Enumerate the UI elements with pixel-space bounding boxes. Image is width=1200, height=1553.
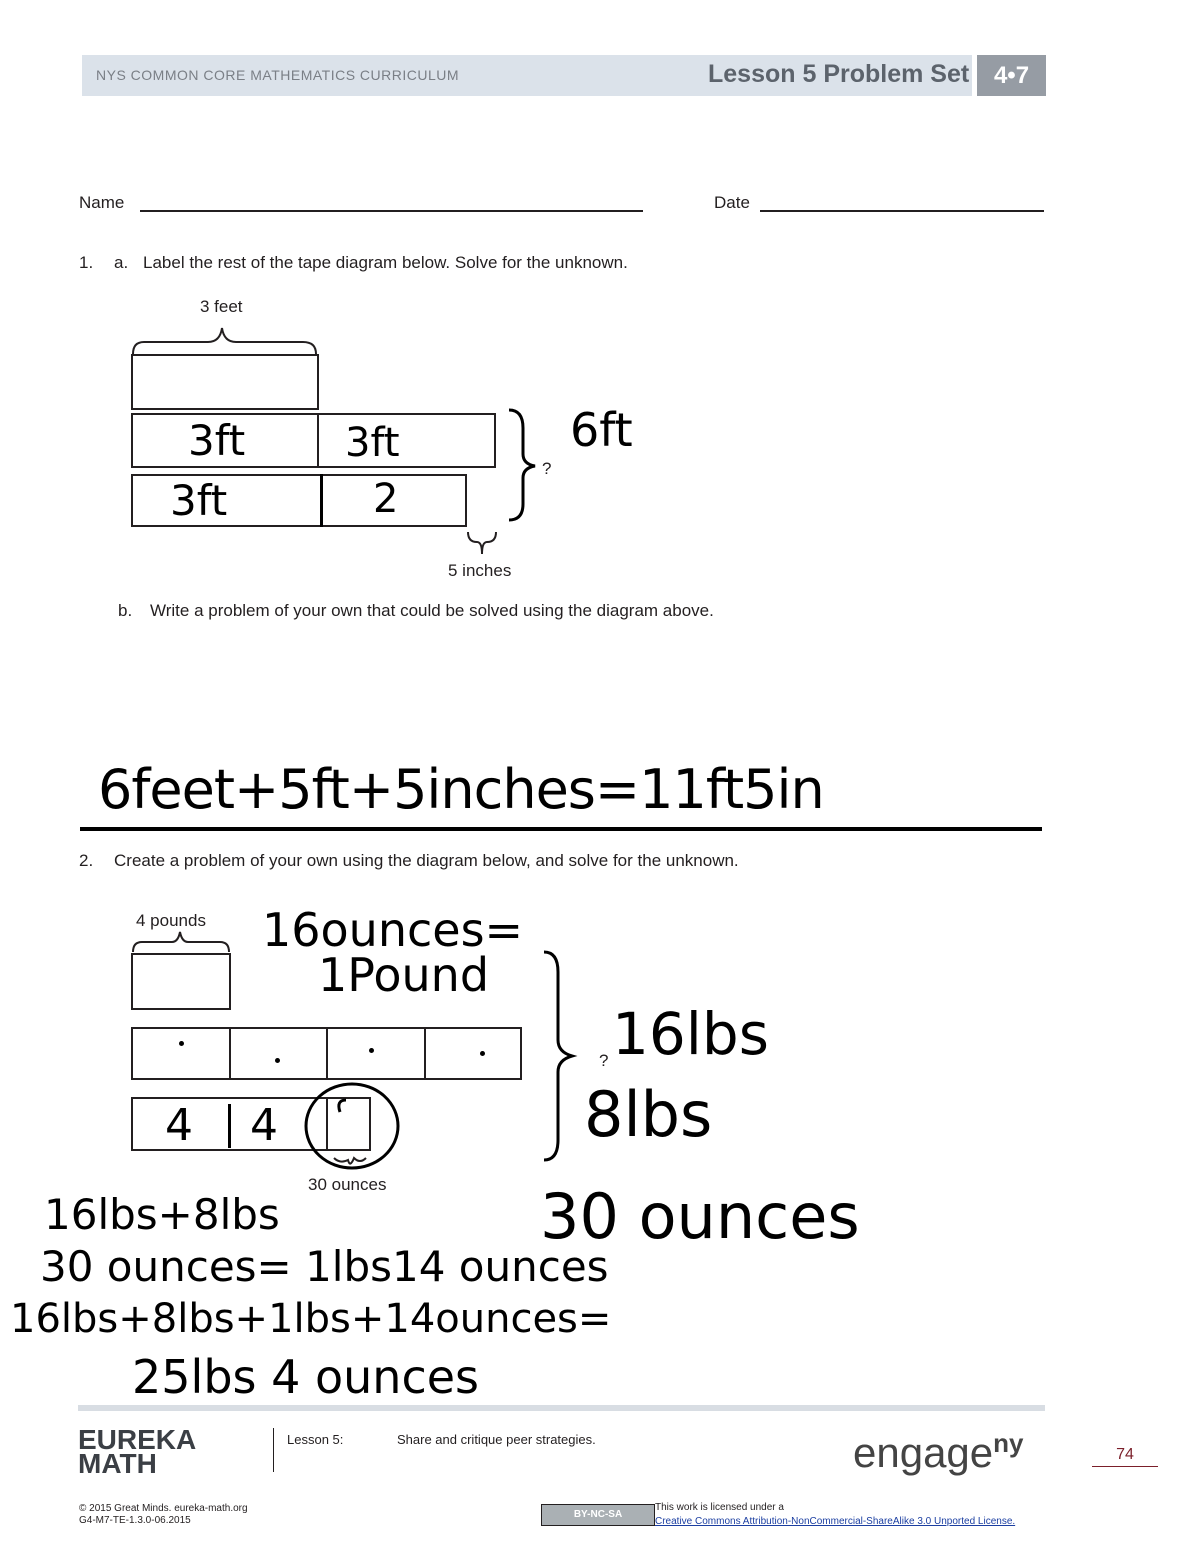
q2-hw-work-line-4: 25lbs 4 ounces [132,1350,479,1404]
name-label: Name [79,193,125,212]
q2-row1-divider [326,1027,328,1080]
q2-hw-right-1: 16lbs [612,1000,769,1068]
footer-rule [78,1405,1045,1411]
lesson-title: Lesson 5 Problem Set [708,60,970,88]
date-label: Date [714,193,750,212]
q2-right-brace [540,948,584,1168]
q2-hw-divider [228,1104,231,1148]
q1-row1-divider [317,413,319,468]
q1-top-brace [128,316,328,358]
module-badge: 4•7 [977,55,1046,96]
q1-hw-cell-1: 3ft [188,416,246,465]
q2-hw-work-line-2: 30 ounces= 1lbs14 ounces [40,1242,609,1291]
q2-row1-divider [424,1027,426,1080]
q1-row2-divider [320,474,323,527]
q2-hw-note-1: 16ounces= [262,903,524,957]
date-field[interactable] [760,210,1044,212]
q1-bottom-brace [465,528,499,558]
engage-sup: ny [993,1428,1024,1458]
q2-dot-mark [179,1041,184,1046]
name-field[interactable] [140,210,643,212]
q2-hw-cell-2: 4 [250,1100,278,1151]
q1b-prompt: Write a problem of your own that could be solved using the diagram above. [150,601,714,620]
q2-dot-mark [369,1048,374,1053]
eureka-math-logo [78,1424,197,1479]
page-number: 74 [1092,1446,1158,1467]
logo-line-1: EUREKA [78,1424,197,1455]
doc-code: G4-M7-TE-1.3.0-06.2015 [79,1515,191,1526]
q1-bottom-label: 5 inches [448,561,512,580]
q2-top-brace [128,928,236,956]
logo-line-2: MATH [78,1448,157,1479]
q1-hw-cell-4: 2 [373,476,399,522]
q2-hw-work-line-3: 16lbs+8lbs+1lbs+14ounces= [10,1296,612,1342]
q2-hw-cell-1: 4 [165,1100,193,1151]
q2-bottom-label: 30 ounces [308,1175,387,1194]
q1-right-brace [505,406,545,524]
q1b-letter: b. [118,601,133,620]
q1-answer-line [80,827,1042,831]
q1-hw-cell-3: 3ft [170,476,228,525]
cc-license-badge: BY-NC-SA [541,1504,655,1526]
copyright: © 2015 Great Minds. eureka-math.org [79,1503,248,1514]
q1-top-label: 3 feet [200,297,243,316]
license-link[interactable]: Creative Commons Attribution-NonCommercial-ShareAlike 3.0 Unported License. [655,1516,1016,1527]
q1-unit-box [131,354,319,410]
footer-lesson-desc: Share and critique peer strategies. [397,1432,596,1447]
q2-dot-mark [480,1051,485,1056]
q2-prompt: Create a problem of your own using the diagram below, and solve for the unknown. [114,851,739,870]
footer-separator [273,1428,274,1472]
q2-unit-box [131,953,231,1010]
q2-hw-right-3: 30 ounces [540,1180,860,1253]
q2-circled-cell [300,1080,406,1174]
engage-text: engage [853,1429,994,1476]
curriculum-title: NYS COMMON CORE MATHEMATICS CURRICULUM [96,67,460,83]
q1a-prompt: Label the rest of the tape diagram below. Solve for the unknown. [143,253,628,272]
q1-hw-cell-2: 3ft [345,420,400,466]
license-text: This work is licensed under a [655,1502,784,1513]
q2-hw-right-2: 8lbs [584,1078,713,1151]
q1-hw-answer: 6feet+5ft+5inches=11ft5in [98,758,824,821]
q2-dot-mark [275,1058,280,1063]
q2-unknown-mark: ? [599,1051,609,1070]
q2-hw-work-line-1: 16lbs+8lbs [44,1190,280,1239]
footer-lesson-label: Lesson 5: [287,1432,344,1447]
q1-tape-row-1 [131,413,496,468]
engageny-logo [853,1428,1024,1477]
q2-row1-divider [229,1027,231,1080]
q2-hw-note-2: 1Pound [318,948,490,1002]
q2-number: 2. [79,851,94,870]
q2-top-label: 4 pounds [136,911,206,930]
q1a-letter: a. [114,253,129,272]
q1-number: 1. [79,253,94,272]
q1-hw-total: 6ft [570,403,633,457]
q1-unknown-mark: ? [542,459,552,478]
